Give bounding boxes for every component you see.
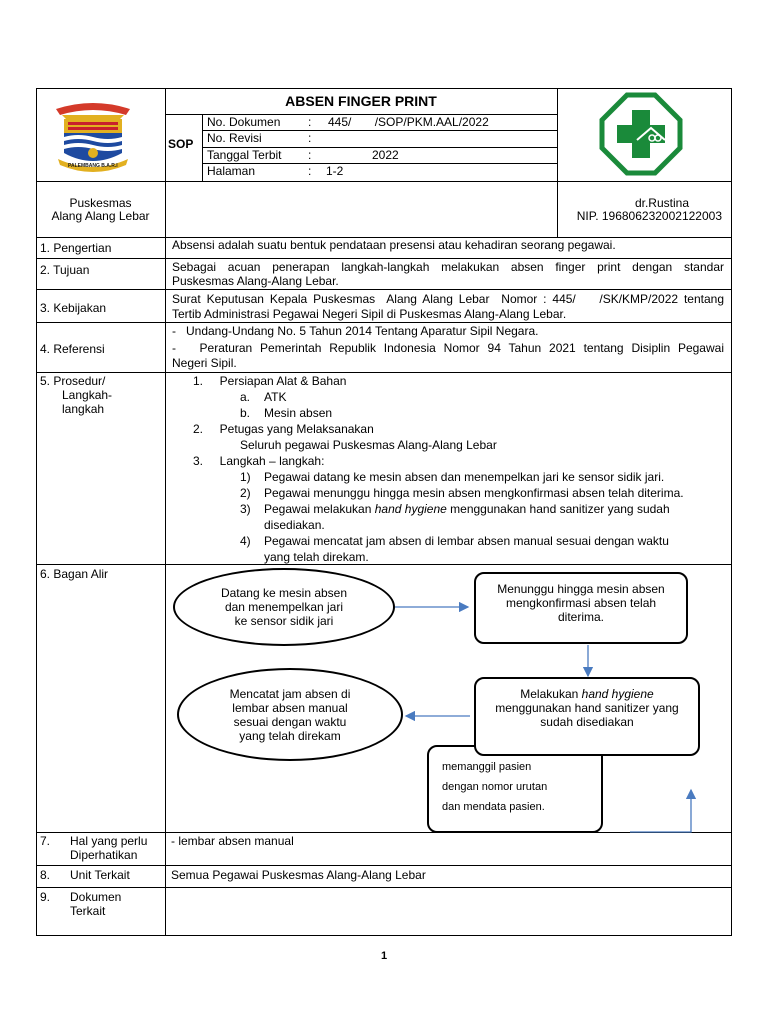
referensi-item: - Undang-Undang No. 5 Tahun 2014 Tentang Aparatur Sipil Negara. [172, 324, 539, 338]
section-label-hal-line2: Diperhatikan [70, 848, 138, 862]
hal-text: - lembar absen manual [171, 834, 294, 848]
section-label-prosedur: 5. Prosedur/ [40, 374, 106, 388]
section-label-dokumen: Dokumen [70, 890, 122, 904]
step-text: Seluruh pegawai Puskesmas Alang-Alang Lebar [240, 438, 497, 452]
tujuan-text: Sebagai acuan penerapan langkah-langkah melakukan absen finger print dengan standar [172, 260, 724, 274]
section-label-hal: Hal yang perlu [70, 834, 148, 848]
unit-text: Semua Pegawai Puskesmas Alang-Alang Lebar [171, 868, 426, 882]
section-label-unit: Unit Terkait [70, 868, 130, 882]
section-label-dokumen-line2: Terkait [70, 904, 106, 918]
step-subnum: a. [240, 390, 251, 404]
section-label-prosedur-line3: langkah [62, 402, 105, 416]
step-item: Pegawai datang ke mesin absen dan menempelkan jari ke sensor sidik jari. [264, 470, 665, 484]
flow-callpatient-box: memanggil pasien dengan nomor urutan dan mendata pasien. [427, 745, 603, 833]
step-heading: 3. Langkah – langkah: [193, 454, 325, 468]
section-label-pengertian: 1. Pengertian [40, 241, 112, 255]
signer-nip: NIP. 196806232002122003 [576, 209, 722, 223]
section-label-referensi: 4. Referensi [40, 342, 105, 356]
section-label-bagan: 6. Bagan Alir [40, 567, 109, 581]
pengertian-text: Absensi adalah suatu bentuk pendataan presensi atau kehadiran seorang pegawai. [172, 238, 616, 252]
step-subitem: Mesin absen [264, 406, 333, 420]
section-label-prosedur-line2: Langkah- [62, 388, 113, 402]
signer-name: dr.Rustina [634, 196, 689, 210]
step-num: 4) [240, 534, 251, 548]
step-num: 2) [240, 486, 251, 500]
flow-hygiene-box: Melakukan hand hygiene menggunakan hand sanitizer yang sudah disediakan [474, 677, 700, 756]
step-subitem: ATK [264, 390, 287, 404]
page-number: 1 [380, 950, 388, 962]
document-title: ABSEN FINGER PRINT [285, 93, 437, 109]
step-heading: 2. Petugas yang Melaksanakan [193, 422, 374, 436]
section-label-tujuan: 2. Tujuan [40, 263, 90, 277]
document-number: 445/ /SOP/PKM.AAL/2022 [328, 115, 489, 129]
tujuan-text-line2: Puskesmas Alang-Alang Lebar. [172, 274, 339, 288]
sop-label: SOP [168, 137, 194, 151]
issue-date: 2022 [372, 148, 399, 162]
referensi-item-line2: Negeri Sipil. [172, 356, 237, 370]
section-num-unit: 8. [40, 868, 51, 882]
referensi-item: - Peraturan Pemerintah Republik Indonesia Nomor 94 Tahun 2021 tentang Disiplin Pegawai [172, 341, 724, 355]
section-num-hal: 7. [40, 834, 51, 848]
step-item-line2: disediakan. [264, 518, 325, 532]
step-item: Pegawai melakukan hand hygiene menggunakan hand sanitizer yang sudah [264, 502, 670, 516]
flow-record-ellipse: Mencatat jam absen di lembar absen manual sesuai dengan waktu yang telah direkam [177, 668, 403, 761]
section-num-dokumen: 9. [40, 890, 51, 904]
step-item: Pegawai menunggu hingga mesin absen mengkonfirmasi absen telah diterima. [264, 486, 684, 500]
flow-wait-box: Menunggu hingga mesin absen mengkonfirmasi absen telah diterima. [474, 572, 688, 644]
org-name: Puskesmas [69, 196, 132, 210]
step-subnum: b. [240, 406, 251, 420]
section-label-kebijakan: 3. Kebijakan [40, 301, 107, 315]
org-name-line2: Alang Alang Lebar [51, 209, 150, 223]
step-item-line2: yang telah direkam. [264, 550, 369, 564]
step-item: Pegawai mencatat jam absen di lembar absen manual sesuai dengan waktu [264, 534, 669, 548]
page-range: 1-2 [326, 164, 344, 178]
kebijakan-text: Surat Keputusan Kepala Puskesmas Alang Alang Lebar Nomor : 445/ /SK/KMP/2022 tentang [172, 292, 724, 306]
step-num: 1) [240, 470, 251, 484]
kebijakan-text-line2: Tertib Administrasi Pegawai Negeri Sipil di Puskesmas Alang-Alang Lebar. [172, 307, 567, 321]
logo-caption: PALEMBANG B.A.R.I [68, 163, 118, 169]
step-heading: 1. Persiapan Alat & Bahan [193, 374, 347, 388]
flow-start-ellipse: Datang ke mesin absen dan menempelkan jari ke sensor sidik jari [173, 568, 395, 646]
step-num: 3) [240, 502, 251, 516]
